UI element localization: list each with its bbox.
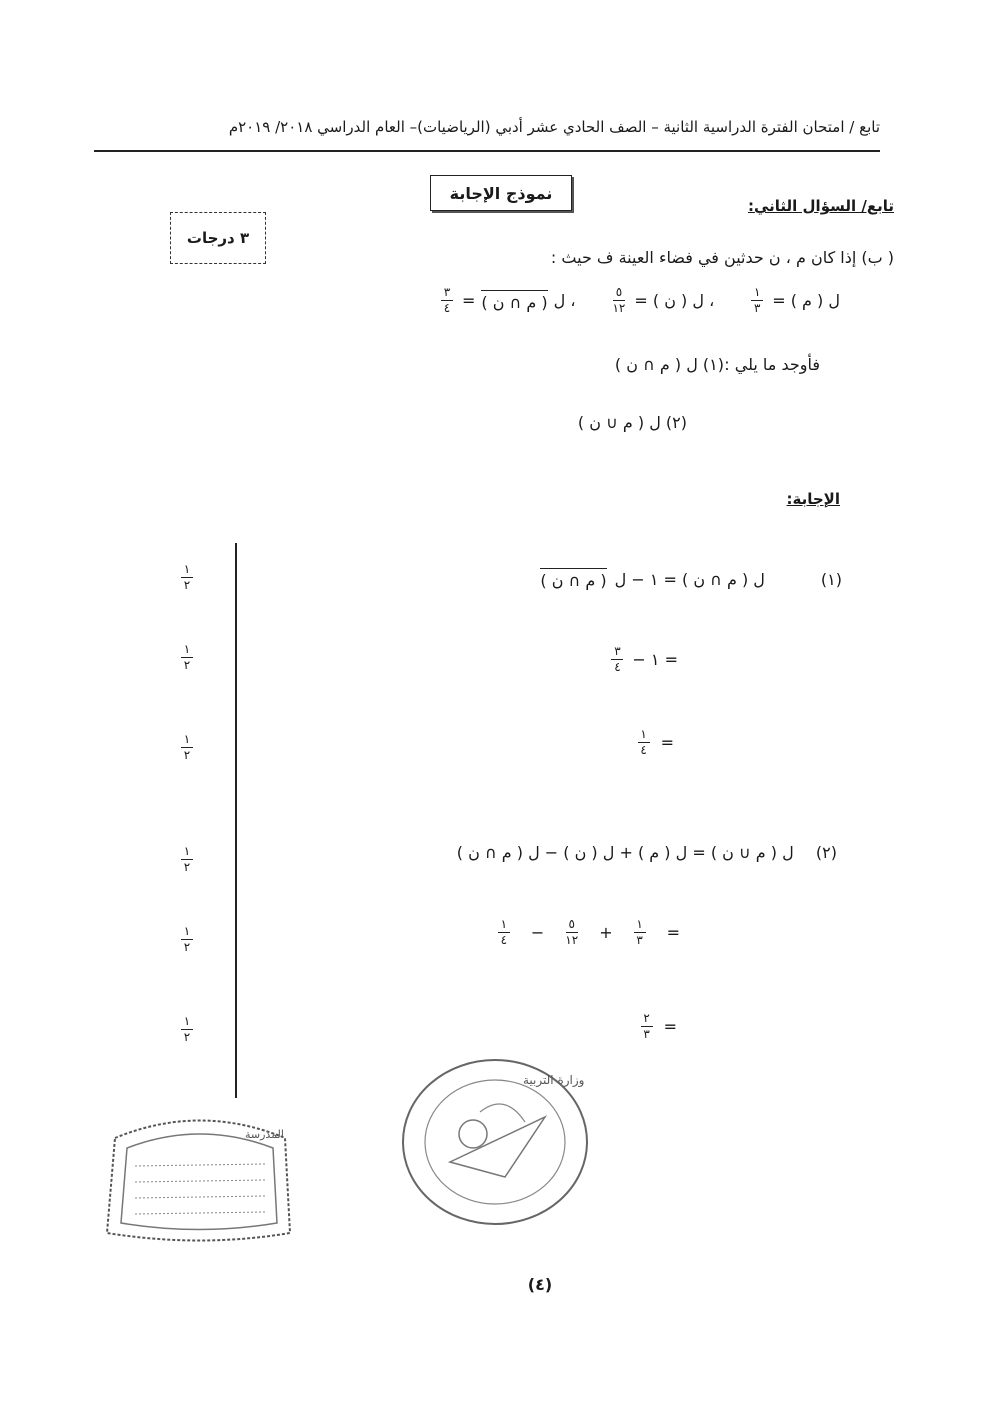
part1-line3-prefix: = xyxy=(660,733,674,752)
ministry-round-stamp xyxy=(395,1052,595,1232)
mark-6: $\frac{١}{٢}$ xyxy=(178,1015,196,1044)
mark-1: $\frac{١}{٢}$ xyxy=(178,563,196,592)
mark-3: $\frac{١}{٢}$ xyxy=(178,733,196,762)
prob-n-fraction: $\frac{٥}{١٢}$ xyxy=(612,285,626,315)
question-intro: ( ب) إذا كان م ، ن حدثين في فضاء العينة ف حيث : xyxy=(550,248,894,267)
prob-comp-label: ، ل xyxy=(553,291,576,310)
prob-m-fraction: $\frac{١}{٣}$ xyxy=(751,286,763,315)
part2-line3 xyxy=(638,1012,677,1041)
svg-text:المدرسة: المدرسة xyxy=(245,1128,284,1141)
part2-minus: − xyxy=(530,923,545,942)
part2-line1 xyxy=(457,843,837,862)
answer-model-label: نموذج الإجابة xyxy=(430,175,572,211)
prob-comp-fraction: $\frac{٣}{٤}$ xyxy=(441,286,453,315)
part1-complement: ( م ∩ ن ) xyxy=(540,568,606,590)
mark-5: $\frac{١}{٢}$ xyxy=(178,925,196,954)
find-item-1: (١) ل ( م ∩ ن ) xyxy=(614,355,724,374)
part2-term2: $\frac{٥}{١٢}$ xyxy=(565,917,579,947)
question-given-values xyxy=(315,286,840,315)
part2-line2-prefix: = xyxy=(666,923,680,942)
part2-line2 xyxy=(495,918,680,947)
marks-divider xyxy=(235,543,237,1098)
part1-line2-fraction: $\frac{٣}{٤}$ xyxy=(611,645,623,674)
part1-lhs: ل ( م ∩ ن ) = ١ − ل xyxy=(614,569,765,589)
find-item-2: (٢) ل ( م ∪ ن ) xyxy=(577,413,687,432)
part2-line3-prefix: = xyxy=(663,1017,677,1036)
page-number: (٤) xyxy=(527,1275,553,1294)
part1-line2-prefix: = ١ − xyxy=(632,650,678,669)
part1-line2 xyxy=(608,645,678,674)
prob-n-label: ، ل ( ن ) = xyxy=(634,291,715,310)
part1-line3 xyxy=(635,728,674,757)
part2-term1: $\frac{١}{٣}$ xyxy=(634,918,646,947)
answer-title: الإجابة: xyxy=(786,490,840,508)
part2-plus: + xyxy=(599,923,613,942)
mark-4: $\frac{١}{٢}$ xyxy=(178,845,196,874)
find-label: فأوجد ما يلي : xyxy=(724,355,820,374)
prob-comp-eq: = xyxy=(462,291,476,310)
header-rule xyxy=(94,150,880,152)
prob-comp-set: ( م ∩ ن ) xyxy=(481,290,547,312)
part1-label: (١) xyxy=(820,569,842,589)
part2-result-fraction: $\frac{٢}{٣}$ xyxy=(641,1012,653,1041)
part2-formula: ل ( م ∪ ن ) = ل ( م ) + ل ( ن ) − ل ( م ∩ ن ) xyxy=(456,843,794,862)
school-stamp xyxy=(95,1108,305,1248)
part1-line1 xyxy=(540,568,842,590)
svg-text:وزارة التربية: وزارة التربية xyxy=(523,1073,585,1087)
part2-label: (٢) xyxy=(815,843,837,862)
marks-box: ٣ درجات xyxy=(170,212,266,264)
exam-header: تابع / امتحان الفترة الدراسية الثانية – الصف الحادي عشر أدبي (الرياضيات)– العام الدراسي ٢٠١٨/ ٢٠١٩م xyxy=(228,118,880,136)
part2-term3: $\frac{١}{٤}$ xyxy=(498,918,510,947)
mark-2: $\frac{١}{٢}$ xyxy=(178,643,196,672)
part1-result-fraction: $\frac{١}{٤}$ xyxy=(638,728,650,757)
question-title: تابع/ السؤال الثاني: xyxy=(747,197,894,215)
prob-m-label: ل ( م ) = xyxy=(772,291,840,310)
